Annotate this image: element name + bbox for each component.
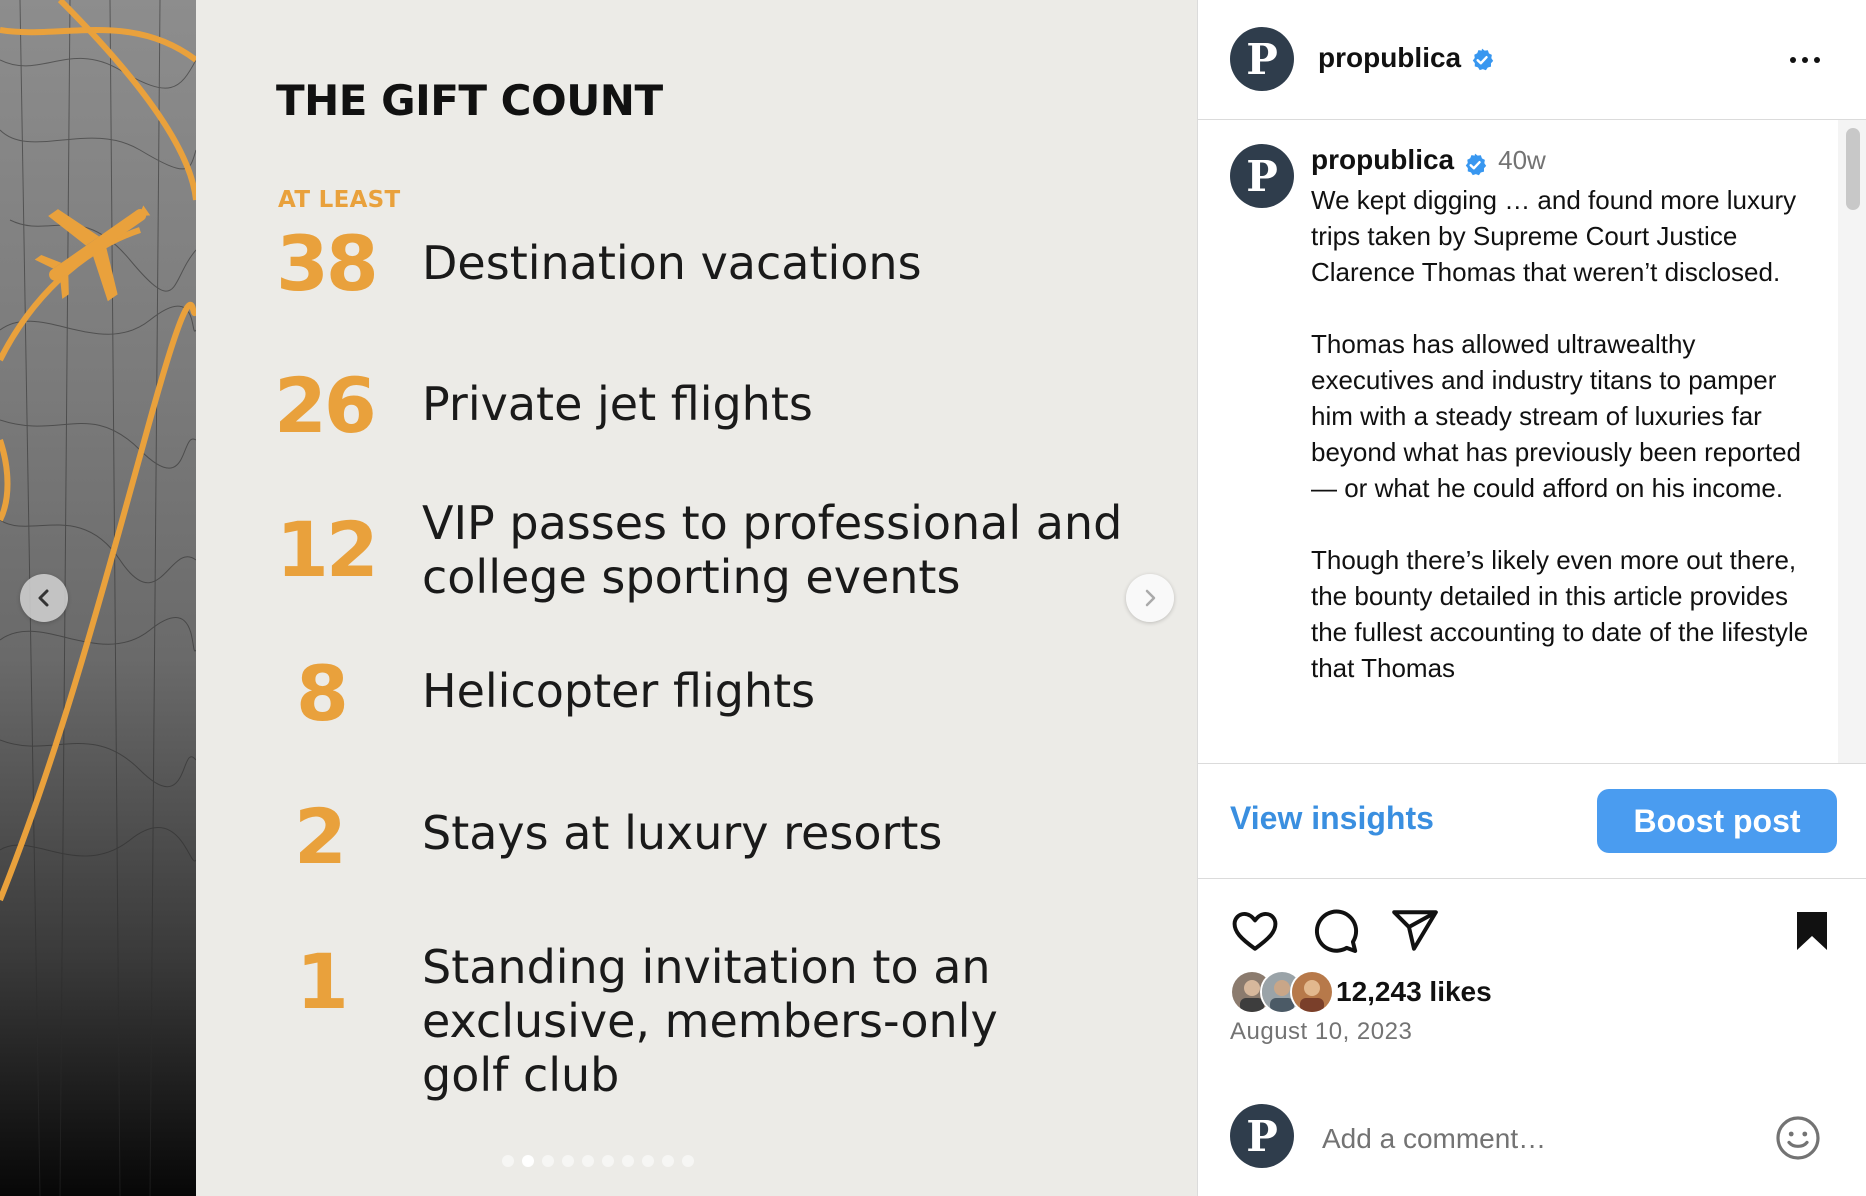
- stat-label: VIP passes to professional and college sporting events: [422, 496, 1123, 604]
- post-header: [1198, 0, 1866, 120]
- chevron-left-icon: [34, 588, 54, 608]
- emoji-icon[interactable]: [1774, 1114, 1822, 1162]
- stat-number: 26: [274, 361, 374, 450]
- caption-section: [1198, 120, 1866, 764]
- insights-row: [1198, 764, 1866, 879]
- carousel-dot: [582, 1155, 594, 1167]
- stat-label: Private jet flights: [422, 377, 813, 431]
- gift-count-slide: [196, 0, 1197, 1196]
- carousel-prev-button[interactable]: [20, 574, 68, 622]
- avatar[interactable]: P: [1230, 144, 1294, 208]
- verified-icon: [1469, 47, 1495, 73]
- likes-count[interactable]: 12,243 likes: [1336, 976, 1492, 1007]
- caption-scrollbar[interactable]: [1838, 120, 1866, 763]
- carousel-indicator: [502, 1155, 694, 1167]
- liker-avatar: [1290, 970, 1334, 1014]
- slide-title: THE GIFT COUNT: [276, 76, 663, 125]
- caption-header: [1311, 144, 1546, 178]
- carousel-dot: [502, 1155, 514, 1167]
- comment-icon[interactable]: [1310, 906, 1360, 956]
- carousel-dot: [662, 1155, 674, 1167]
- carousel-dot: [542, 1155, 554, 1167]
- post-details-panel: [1197, 0, 1866, 1196]
- verified-icon: [1462, 152, 1488, 178]
- carousel-dot: [522, 1155, 534, 1167]
- view-insights-link[interactable]: View insights: [1230, 800, 1434, 836]
- stat-number: 12: [276, 505, 376, 594]
- bookmark-icon[interactable]: [1788, 906, 1836, 956]
- engagement-icons: [1198, 900, 1866, 970]
- stat-number: 38: [276, 219, 376, 308]
- username-text: propublica: [1318, 42, 1462, 73]
- stat-number: 2: [294, 792, 344, 881]
- caption-scrollbar-thumb[interactable]: [1846, 128, 1860, 210]
- stat-label: Helicopter flights: [422, 664, 816, 718]
- header-username-link[interactable]: [1318, 42, 1495, 74]
- stat-number: 8: [296, 649, 346, 738]
- stat-number: 1: [296, 937, 346, 1026]
- carousel-dot: [622, 1155, 634, 1167]
- stat-label: Stays at luxury resorts: [422, 806, 943, 860]
- avatar: P: [1230, 1104, 1294, 1168]
- carousel-dot: [562, 1155, 574, 1167]
- carousel-dot: [602, 1155, 614, 1167]
- carousel-dot: [642, 1155, 654, 1167]
- comment-input[interactable]: [1320, 1118, 1764, 1160]
- caption-text: We kept digging … and found more luxury trips taken by Supreme Court Justice Clarence Thomas that weren’t disclosed. Thomas has allowed ultrawealthy executives and industry titans to pamper him with a steady stream of luxuries far beyond what has previously been reported — or what he could afford on his income. Though there’s likely even more out there, the bounty detailed in this article provides the fullest accounting to date of the lifestyle that Thomas: [1311, 185, 1809, 683]
- post-date: August 10, 2023: [1230, 1018, 1413, 1045]
- carousel-dot: [682, 1155, 694, 1167]
- at-least-label: AT LEAST: [278, 187, 401, 213]
- more-icon: [1790, 57, 1796, 63]
- share-icon[interactable]: [1390, 906, 1440, 956]
- chevron-right-icon: [1140, 588, 1160, 608]
- stat-label: Destination vacations: [422, 236, 922, 290]
- heart-icon[interactable]: [1230, 906, 1280, 956]
- stat-label: Standing invitation to an exclusive, members-only golf club: [422, 940, 998, 1102]
- avatar[interactable]: P: [1230, 27, 1294, 91]
- boost-post-button[interactable]: Boost post: [1597, 789, 1837, 853]
- carousel-next-button[interactable]: [1126, 574, 1174, 622]
- more-options-button[interactable]: [1790, 46, 1830, 74]
- comment-composer: [1198, 1100, 1866, 1196]
- post-timestamp[interactable]: 40w: [1498, 145, 1546, 175]
- caption-username-link[interactable]: propublica: [1311, 144, 1455, 175]
